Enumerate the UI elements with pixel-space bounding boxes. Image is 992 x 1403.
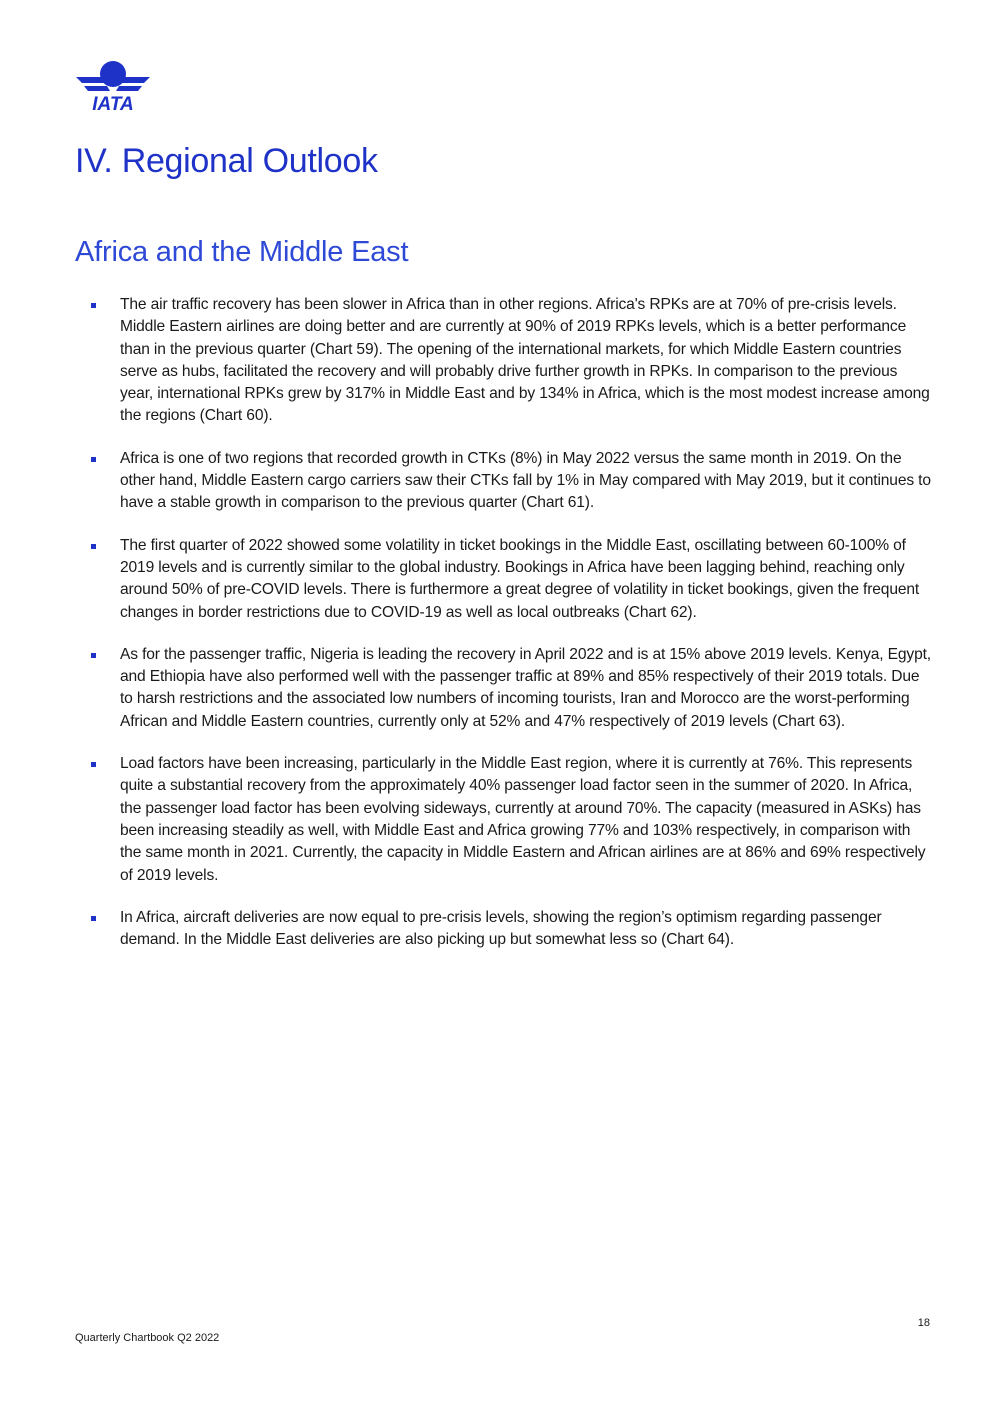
- section-title: Africa and the Middle East: [75, 236, 409, 268]
- bullet-item: [90, 294, 932, 428]
- bullet-item: [90, 753, 932, 887]
- bullet-text: Africa is one of two regions that recorded growth in CTKs (8%) in May 2022 versus the same month in 2019. On the other hand, Middle Eastern cargo carriers saw their CTKs fall by 1% in May compared with May 2019, but it continues to have a stable growth in comparison to the previous quarter (Chart 61).: [120, 449, 931, 512]
- bullet-square-icon: [90, 907, 120, 952]
- footer-publication: Quarterly Chartbook Q2 2022: [75, 1332, 220, 1344]
- bullet-text: As for the passenger traffic, Nigeria is leading the recovery in April 2022 and is at 15% above 2019 levels. Kenya, Egypt, and Ethiopia have also performed well with the passenger traffic at 89% and 85% respectively of their 2019 totals. Due to harsh restrictions and the associated low numbers of incoming tourists, Iran and Morocco are the worst-performing African and Middle Eastern countries, currently only at 52% and 47% respectively of 2019 levels (Chart 63).: [120, 645, 931, 730]
- bullet-text: Load factors have been increasing, particularly in the Middle East region, where it is currently at 76%. This represents quite a substantial recovery from the approximately 40% passenger load factor seen in the summer of 2020. In Africa, the passenger load factor has been evolving sideways, currently at around 70%. The capacity (measured in ASKs) has been increasing steadily as well, with Middle East and Africa growing 77% and 103% respectively, in comparison with the same month in 2021. Currently, the capacity in Middle Eastern and African airlines are at 86% and 69% respectively of 2019 levels.: [120, 755, 926, 884]
- bullet-text: In Africa, aircraft deliveries are now equal to pre-crisis levels, showing the region’s optimism regarding passenger demand. In the Middle East deliveries are also picking up but somewhat less so (Chart 64).: [120, 908, 882, 949]
- bullet-item: [90, 535, 932, 624]
- iata-logo: [74, 60, 152, 112]
- chapter-title: IV. Regional Outlook: [75, 142, 378, 180]
- bullet-list: [90, 294, 932, 971]
- svg-text:IATA: IATA: [92, 94, 134, 112]
- bullet-item: [90, 907, 932, 952]
- bullet-square-icon: [90, 535, 120, 624]
- bullet-square-icon: [90, 448, 120, 515]
- bullet-item: [90, 448, 932, 515]
- bullet-text: The first quarter of 2022 showed some volatility in ticket bookings in the Middle East, oscillating between 60-100% of 2019 levels and is currently similar to the global industry. Bookings in Africa have been lagging behind, reaching only around 50% of pre-COVID levels. There is furthermore a great degree of volatility in ticket bookings, given the frequent changes in border restrictions due to COVID-19 as well as local outbreaks (Chart 62).: [120, 536, 920, 621]
- iata-globe-wings-logo: [74, 60, 152, 112]
- page-number: 18: [917, 1317, 930, 1329]
- bullet-square-icon: [90, 644, 120, 733]
- bullet-text: The air traffic recovery has been slower in Africa than in other regions. Africa's RPKs are at 70% of pre-crisis levels. Middle Eastern airlines are doing better and are currently at 90% of 2019 RPKs levels, which is a better performance than in the previous quarter (Chart 59). The opening of the international markets, for which Middle Eastern countries serve as hubs, facilitated the recovery and will probably drive further growth in RPKs. In comparison to the previous year, international RPKs grew by 317% in Middle East and by 134% in Africa, which is the most modest increase among the regions (Chart 60).: [120, 296, 930, 425]
- bullet-square-icon: [90, 753, 120, 887]
- bullet-item: [90, 644, 932, 733]
- bullet-square-icon: [90, 294, 120, 428]
